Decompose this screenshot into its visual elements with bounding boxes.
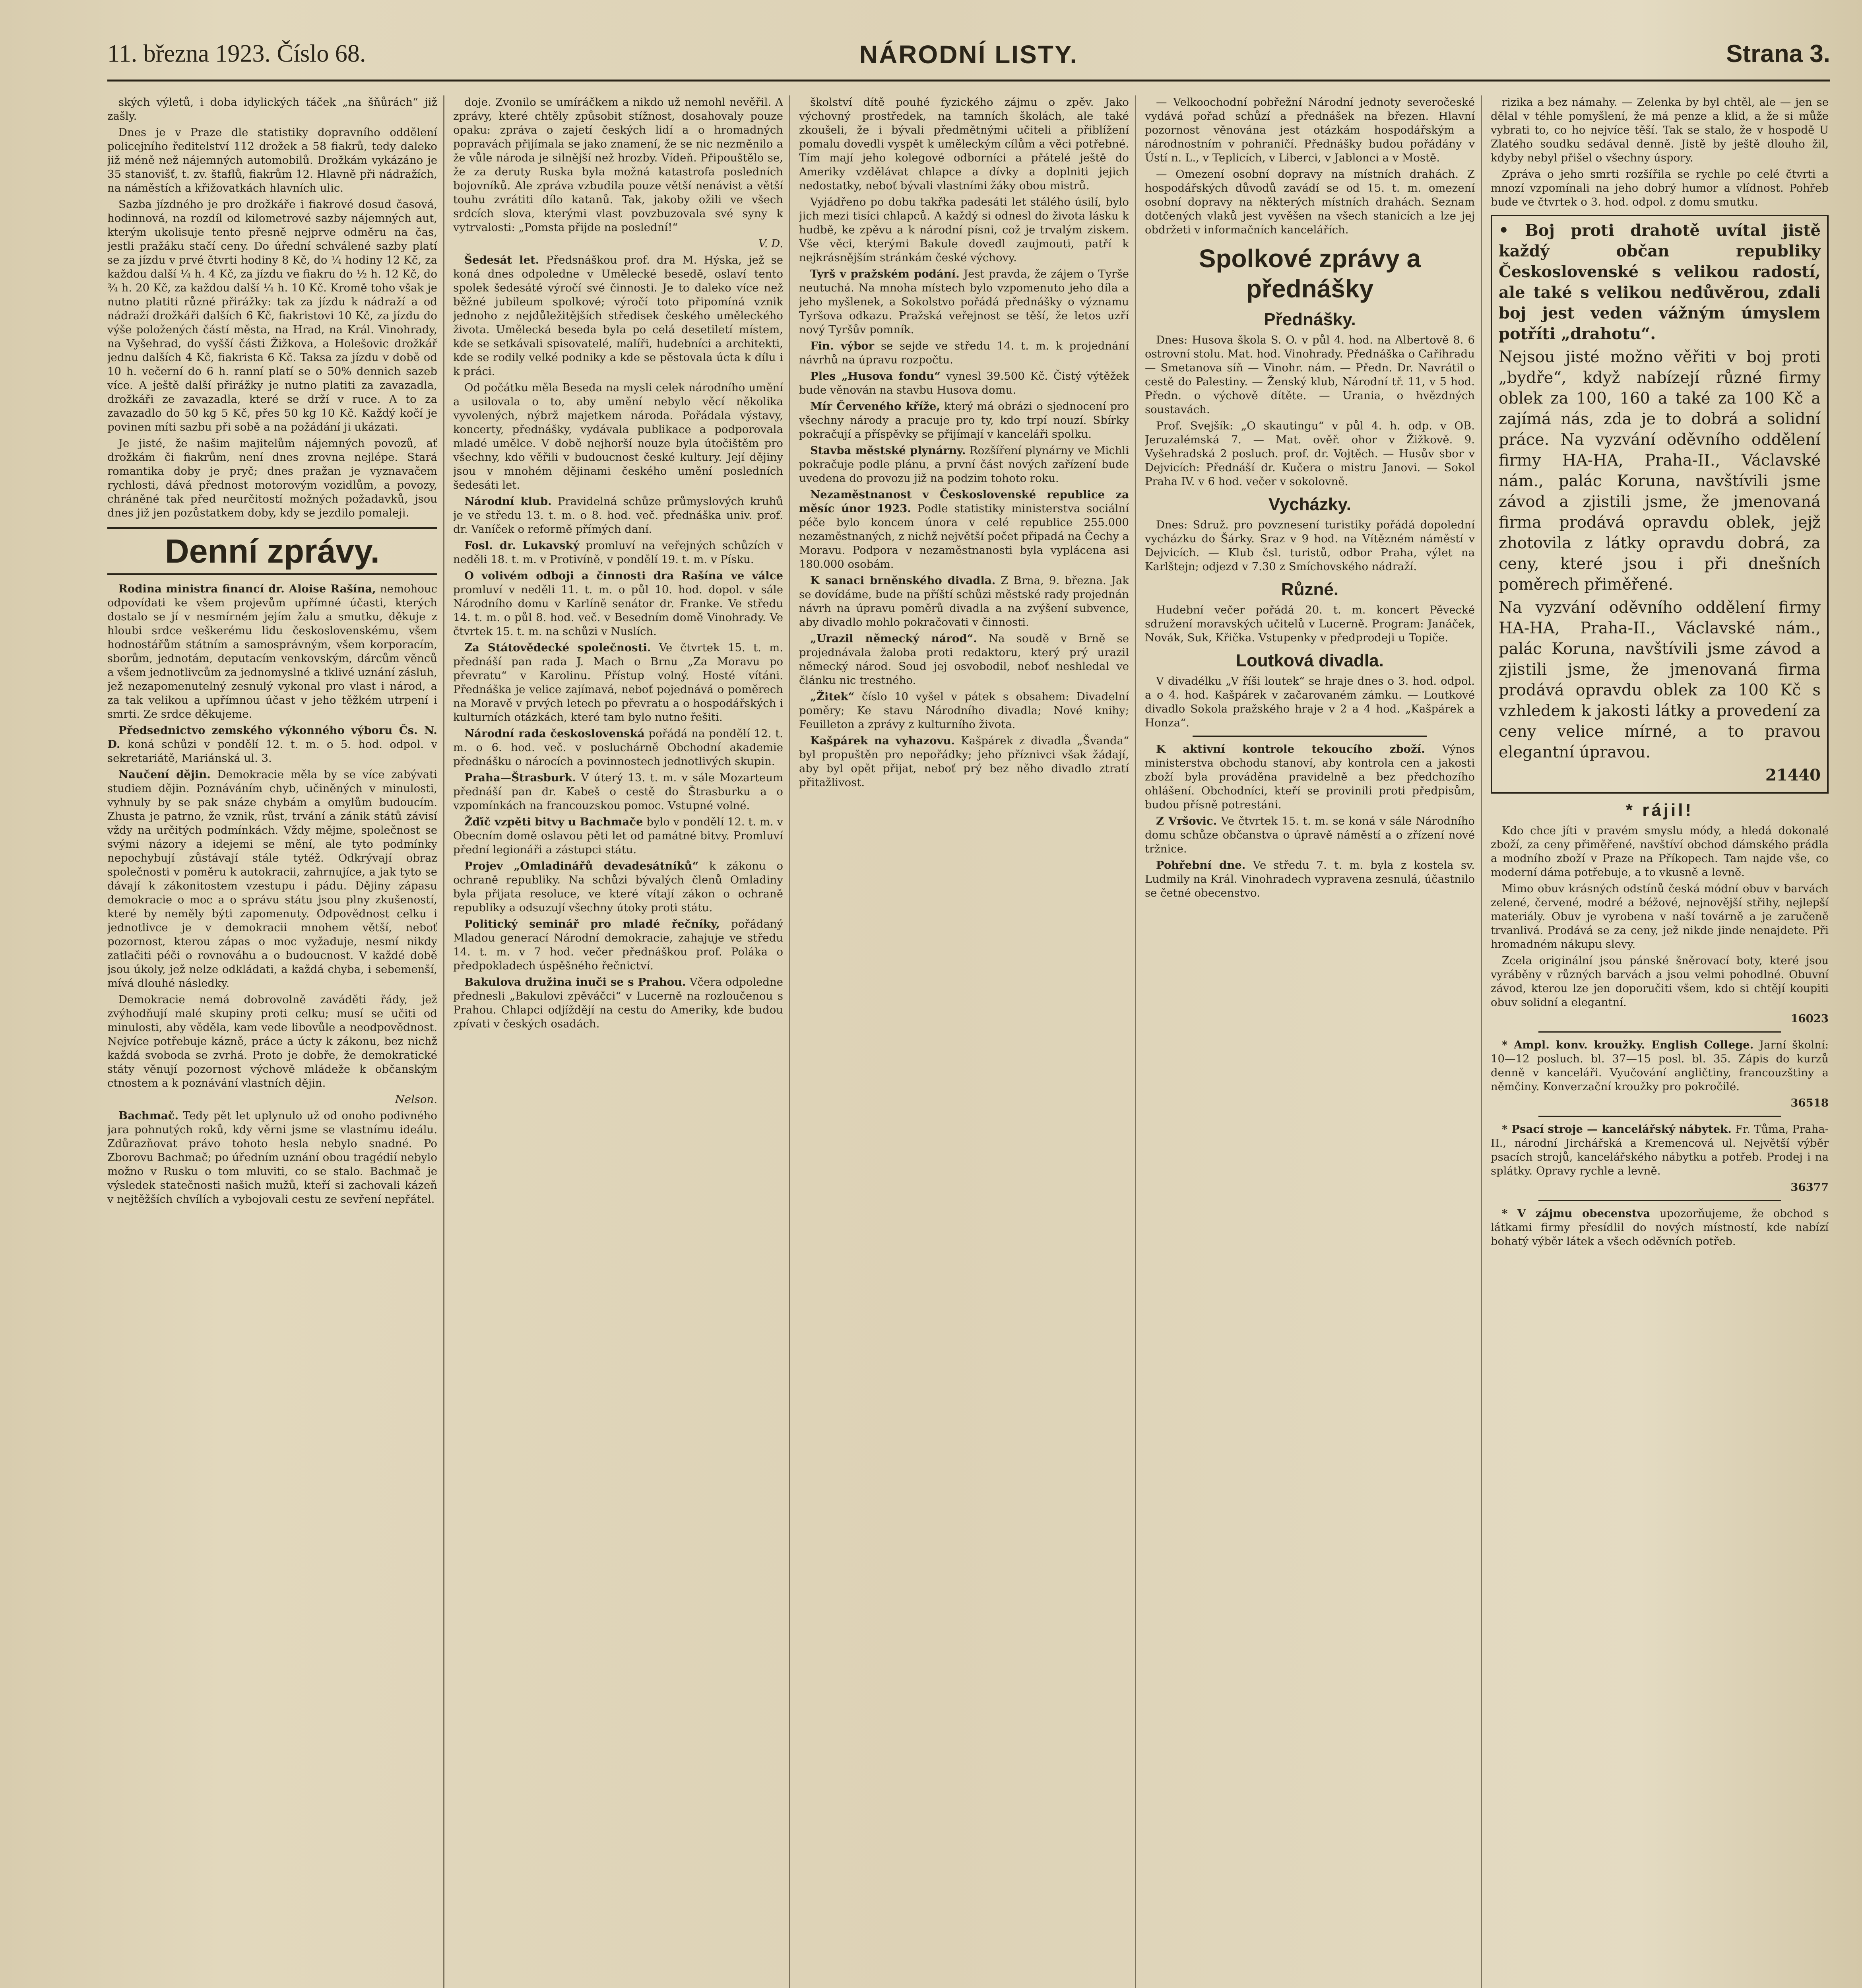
article-paragraph: — Omezení osobní dopravy na místních drahách. Z hospodářských důvodů zavádí se od 15. t. m. omezení osobní dopravy na některých místních drahách. Seznam dotčených vlaků jest vyvěšen na všech stanicích a lze jej obdržeti v informačních kancelářích. (1145, 168, 1475, 236)
news-item-title: Tyrš v pražském podání. (810, 268, 960, 280)
news-item-title: Šedesát let. (464, 254, 539, 266)
news-item (107, 582, 437, 721)
news-item-text: promluví na veřejných schůzích v neděli 18. t. m. v Protivíně, v pondělí 19. t. m. v Písku. (453, 539, 783, 566)
article-paragraph: — Velkoochodní pobřežní Národní jednoty severočeské vydává pořad schůzí a přednášek na březen. Hlavní pozornost věnována jest otázkám hospodářským a národnostním v pohraničí. Přednášky budou pořádány v Ústí n. L., v Teplicích, v Liberci, v Jablonci a v Mostě. (1145, 96, 1475, 164)
news-item (453, 641, 783, 724)
column-4 (1145, 95, 1475, 1988)
news-item-title: Za Státovědecké společnosti. (464, 641, 651, 654)
news-item-text: Ve čtvrtek 15. t. m. se koná v sále Národního domu schůze občanstva o úpravě náměstí a o zřízení nové tržnice. (1145, 815, 1475, 855)
ad-text: Na vyzvání oděvního oddělení firmy HA-HA, Praha-II., Václavské nám., palác Koruna, navštívili jsme závod a zjistili jsme, že jmenovaná firma prodává opravdu oblek za 100 Kč s vzhledem k jakosti látky a provedení za ceny velice mírné, a to pravou elegantní úpravou. (1499, 598, 1821, 761)
news-item-text: nemohouc odpovídati ke všem projevům upřímné účasti, kterých dostalo se jí v nesmírném jejím žalu a smutku, děkuje z hloubi srdce veškerému lidu československému, všem hodnostářům státním a samosprávným, všem korporacím, sborům, jednotám, deputacím venkovským, dárcům věnců a všem jednotlivcům za jednomyslné a tklivé uznání zásluh, jež nezapomenutelný zesnulý vykonal pro vlast i národ, a za tak velikou a upřímnou účast v jeho těžkém utrpení i smrti. Ze srdce děkujeme. (107, 582, 437, 720)
news-item-text: pořádá na pondělí 12. t. m. o 6. hod. več. v posluchárně Obchodní akademie přednášku o nárocích a povinnostech jednotlivých skupin. (453, 727, 783, 768)
news-item (453, 727, 783, 769)
section-divider (1538, 1116, 1781, 1117)
news-item-text: bylo v pondělí 12. t. m. v Obecním domě oslavou pěti let od památné bitvy. Promluví přední legionáři a zástupci státu. (453, 815, 783, 856)
news-item (799, 444, 1129, 485)
news-item-title: Předsednictvo zemského výkonného výboru Čs. N. D. (107, 724, 437, 751)
news-item-title: Politický seminář pro mladé řečníky, (464, 918, 720, 930)
author-signature: V. D. (758, 237, 783, 250)
column-3 (799, 95, 1129, 1988)
article-paragraph: V divadélku „V říši loutek“ se hraje dnes o 3. hod. odpol. a o 4. hod. Kašpárek v začarovaném zámku. — Loutkové divadlo Sokola pražského hraje v 2 a 4 hod. „Kašpárek a Honza“. (1145, 675, 1475, 729)
page-header (107, 24, 1830, 82)
news-item-text: Kašpárek z divadla „Švanda“ byl propuštěn pro nepořádky; jeho příznivci však žádají, aby byl opět přijat, neboť prý bez něho divadlo ztratí přitažlivost. (799, 734, 1129, 789)
news-item-title: * V zájmu obecenstva (1502, 1207, 1651, 1220)
news-item (799, 488, 1129, 571)
news-item-title: Národní klub. (464, 495, 552, 508)
news-item-text: Fr. Tůma, Praha-II., národní Jirchářská a Kremencová ul. Největší výběr psacích strojů, kancelářského nábytku a potřeb. Prodej i na splátky. Opravy rychle a levně. (1491, 1123, 1829, 1177)
news-item-text: V úterý 13. t. m. v sále Mozarteum přednáší pan dr. Kabeš o cestě do Štrasburku a o vzpomínkách na francouzskou pomoc. Vstupné volné. (453, 771, 783, 812)
news-item-text: číslo 10 vyšel v pátek s obsahem: Divadelní poměry; Ke stavu Národního divadla; Nové knihy; Feuilleton a zprávy z kulturního života. (799, 690, 1129, 731)
news-item-text: upozorňujeme, že obchod s látkami firmy přesídlil do nových místností, kde nabízí bohatý výběr látek a všech oděvních potřeb. (1491, 1207, 1829, 1248)
news-item-text: Včera odpoledne přednesli „Bakulovi zpěváčci“ v Lucerně na rozloučenou s Prahou. Chlapci odjíždějí na cestu do Ameriky, kde budou zpívati v českých osadách. (453, 976, 783, 1030)
article-paragraph: rizika a bez námahy. — Zelenka by byl chtěl, ale — jen se dělal v téhle pomyšlení, že má penze a klid, a že si může vybrati to, co ho nejvíce těší. Tak se stalo, že v hospodě U Zlatého soudku sedával denně. Jistě by ještě dlouho žil, kdyby nebyl přišel o všechny úspory. (1491, 96, 1829, 164)
newspaper-title: NÁRODNÍ LISTY. (859, 40, 1078, 69)
column-5 (1491, 95, 1829, 1988)
column-1 (107, 95, 437, 1988)
article-paragraph: Zcela originální jsou pánské šněrovací boty, které jsou vyráběny v různých barvách a jsou velmi pohodlné. Obuvní závod, kterou lze jen doporučiti všem, kdo si chtějí koupiti obuv solidní a elegantní. (1491, 954, 1829, 1009)
news-item (799, 734, 1129, 790)
news-item (453, 975, 783, 1031)
news-item (1145, 858, 1475, 900)
news-item-title: Projev „Omladinářů devadesátníků“ (464, 860, 699, 872)
news-item (799, 690, 1129, 732)
news-item (453, 859, 783, 915)
column-rule (443, 95, 444, 1988)
article-paragraph: Demokracie nemá dobrovolně zaváděti řády, jež zvýhodňují malé skupiny proti celku; musí se učiti od minulosti, aby věděla, kam vede libovůle a neodpovědnost. Nejvíce potřebuje kázně, práce a úcty k zákonu, bez nichž každá svoboda se zvrhá. Proto je dobře, že demokratické státy věnují pozornost výchově mládeže k občanským ctnostem a k poznávání vlastních dějin. (107, 993, 437, 1089)
ad-number: 21440 (1765, 766, 1821, 784)
ad-text: Nejsou jisté možno věřiti v boj proti „bydře“, když nabízejí různé firmy oblek za 100, 160 a také za 100 Kč a zajímá nás, zda je to dobrá a solidní práce. Na vyzvání oděvního oddělení firmy HA-HA, Praha-II., Václavské nám., palác Koruna, navštívili jsme závod a zjistili jsme, že jmenovaná firma prodává opravdu oblek, jejž zhotovila z látky opravdu dobrá, za ceny, které jsou i při dnešních poměrech přiměřené. (1499, 348, 1821, 594)
news-item-title: Pohřební dne. (1156, 859, 1246, 872)
page-number: Strana 3. (1726, 40, 1830, 68)
subsection-heading-ruzne: Různé. (1281, 580, 1339, 599)
news-item-title: Fin. výbor (810, 340, 875, 352)
article-paragraph: Zpráva o jeho smrti rozšířila se rychle po celé čtvrti a mnozí vzpomínali na jeho dobrý humor a vlídnost. Pohřeb bude ve čtvrtek o 3. hod. odpol. z domu smutku. (1491, 168, 1829, 208)
news-item-title: „Urazil německý národ“. (810, 632, 977, 645)
news-item-title: K sanaci brněnského divadla. (810, 574, 996, 587)
news-item-title: Bakulova družina inuči se s Prahou. (464, 976, 686, 988)
news-item (799, 267, 1129, 337)
news-item-title: Ples „Husova fondu“ (810, 370, 941, 382)
news-item-text: koná schůzi v pondělí 12. t. m. o 5. hod. odpol. v sekretariátě, Mariánská ul. 3. (107, 738, 437, 765)
article-paragraph: školství dítě pouhé fyzického zájmu o zpěv. Jako výchovný prostředek, na tamních školách, ale také zkoušeli, že i bývali předmětnými učiteli a přiblížení pomalu dovedli vyspět k uměleckým cílům a věci potřebné. Tím mají jeho kolegové odborníci a přátelé ještě do Ameriky vzdělávat chlapce a dívky a doplniti jejich nedostatky, neboť bývali vlastními žáky obou mistrů. (799, 96, 1129, 192)
news-item (799, 574, 1129, 629)
news-item-text: Podle statistiky ministerstva sociální péče bylo koncem února v celé republice 255.000 nezaměstnaných, z nichž největší počet připadá na Čechy a Moravu. Podpora v nezaměstnanosti byla vyplácena asi 180.000 osobám. (799, 502, 1129, 571)
news-item-text: Ve čtvrtek 15. t. m. přednáší pan rada J. Mach o Brnu „Za Moravu po převratu“ v Karolinu. Přístup volný. Hosté vítáni. Přednáška je velice zajímavá, neboť pojednává o poměrech na Moravě v prvých letech po převratu a o hospodářských i kulturních otázkách, které tam bylo nutno řešiti. (453, 641, 783, 724)
column-rule (789, 95, 790, 1988)
news-item-title: Žďíč vzpěti bitvy u Bachmače (464, 815, 643, 828)
news-item (453, 253, 783, 379)
news-item (1491, 1207, 1829, 1248)
news-item (453, 539, 783, 567)
ad-headline: • Boj proti drahotě uvítal jistě každý občan republiky Československé s velikou radostí, ale také s velikou nedůvěrou, zdali boj jest veden vážným úmyslem potříti „drahotu“. (1499, 221, 1821, 343)
news-item-title: Praha—Štrasburk. (464, 771, 576, 784)
news-item (1491, 1122, 1829, 1178)
ad-heading-rajil: * rájil! (1625, 800, 1694, 820)
issue-date-number: 11. března 1923. Číslo 68. (107, 40, 366, 67)
section-divider (1538, 1031, 1781, 1033)
news-item-title: Rodina ministra financí dr. Aloise Rašína, (118, 582, 376, 595)
news-item (799, 632, 1129, 687)
news-item-text: k zákonu o ochraně republiky. Na schůzi bývalých členů Omladiny byla přijata resoluce, ve které vítají zákon o ochraně republiky a odsuzují všechny útoky proti státu. (453, 860, 783, 914)
ad-number: 16023 (1790, 1012, 1829, 1025)
section-heading-denni-zpravy: Denní zprávy. (107, 527, 437, 575)
news-item-text: pořádaný Mladou generací Národní demokracie, zahajuje ve středu 14. t. m. v 7 hod. večer přednáškou prof. Poláka o předpokladech úspěšného řečnictví. (453, 918, 783, 972)
news-item-text: který má obrázi o sjednocení pro všechny národy a pracuje pro ty, kdo trpí nouzí. Sbírky pokračují a příspěvky se přijímají v kanceláři spolku. (799, 400, 1129, 441)
column-2 (453, 95, 783, 1988)
news-item-title: O volivém odboji a činnosti dra Rašína ve válce (464, 569, 783, 582)
column-rule (1135, 95, 1136, 1988)
news-item (1145, 814, 1475, 856)
news-item (799, 339, 1129, 367)
news-item (453, 569, 783, 639)
news-item (453, 495, 783, 536)
news-item (107, 768, 437, 990)
news-item-text: Předsnáškou prof. dra M. Hýska, jež se koná dnes odpoledne v Umělecké besedě, oslaví tento spolek šedesáté výročí své činnosti. Je to daleko více než běžné jubileum spolkové; výročí toto připomíná vznik jednoho z nejdůležitějších středisek českého uměleckého života. Umělecká beseda byla po celá desetiletí místem, kde se setkávali spisovatelé, malíři, hudebníci a architekti, kde se rodily velké podniky a kde se pěstovala úcta k dílu i k práci. (453, 254, 783, 378)
news-item-text: Pravidelná schůze průmyslových kruhů je ve středu 13. t. m. o 8. hod. več. přednáška univ. prof. dr. Vaníček o reformě přímých daní. (453, 495, 783, 536)
news-item-text: Tedy pět let uplynulo už od onoho podivného jara pohnutých roků, kdy věrni jsme se vlastnímu ideálu. Zdůrazňovat právo tohoto hesla nebylo snadné. Po Zborovu Bachmač; po úředním uznání obou tragédií nebylo možno v Rusku o tom mluviti, co se stalo. Bachmač je výsledek statečnosti našich mužů, kteří si zachovali kázeň v nejtěžších chvílích a vybojovali cestu ze sevření nepřátel. (107, 1109, 437, 1206)
news-item (799, 369, 1129, 397)
ad-number: 36377 (1790, 1181, 1829, 1194)
article-paragraph: Prof. Svejšík: „O skautingu“ v půl 4. h. odp. v OB. Jeruzalémská 7. — Mat. ověř. ohor v Žižkově. 9. Vyšehradská 2 posluch. prof. dr. Vojtěch. — Husův sbor v Dejvicích: Přednáší dr. Kučera o mistru Janovi. — Sokol Praha IV. v 6 hod. večer v sokolovně. (1145, 419, 1475, 488)
article-paragraph: Od počátku měla Beseda na mysli celek národního umění a usilovala o to, aby umění nebylo věcí několika vyvolených, nýbrž majetkem národa. Pořádala výstavy, koncerty, přednášky, vydávala publikace a podporovala mladé umělce. V době nejhorší nouze byla útočištěm pro všechny, kdo věřili v budoucnost české kultury. Její dějiny jsou v mnohém dějinami českého umění posledních šedesáti let. (453, 381, 783, 491)
article-paragraph: Je jisté, že našim majitelům nájemných povozů, ať drožkám či fiakrům, není dnes zrovna nejlépe. Stará romantika doby je pryč; dnes pražan je vyznavačem rychlosti, dává přednost motorovým vozidlům, a povozy, chráněné tak před neurčitostí možných požadavků, jsou dnes již jen pozůstatkem doby, kdy se jezdilo pomaleji. (107, 437, 437, 519)
news-item-text: Rozšíření plynárny ve Michli pokračuje podle plánu, a první část nových zařízení bude uvedena do provozu již na podzim tohoto roku. (799, 444, 1129, 485)
news-item (799, 400, 1129, 441)
news-item (1145, 742, 1475, 812)
news-item-text: Z Brna, 9. března. Jak se dovídáme, bude na příští schůzi městské rady projednán návrh na úpravu poměrů divadla a na zvýšení subvence, aby divadlo mohlo pokračovati v činnosti. (799, 574, 1129, 629)
news-item-title: „Žitek“ (810, 690, 855, 703)
news-item (453, 815, 783, 857)
news-item-title: Bachmač. (118, 1109, 179, 1122)
news-item-text: Výnos ministerstva obchodu stanoví, aby kontrola cen a jakosti zboží byla prováděna pravidelně a bez předchozího ohlášení. Obchodníci, kteří se provinili proti předpisům, budou přísně potrestáni. (1145, 743, 1475, 811)
article-paragraph: doje. Zvonilo se umíráčkem a nikdo už nemohl nevěřil. A zprávy, které chtěly způsobit stížnost, dosahovaly pouze opaku: zpráva o zajetí českých lidí a o hromadných popravách přijímala se jako znamení, že se nic nezměnilo a že vůle národa je silnější než hrozby. Vídeň. Připouštělo se, že za deruty Ruska byla možná katastrofa posledních bojovníků. Ale zpráva vzbudila pouze větší nenávist a větší touhu zvrátiti dílo katanů. Tak, jakoby ožili ve všech srdcích slova, kterými vlast povzbuzovala své syny k vytrvalosti: „Pomsta přijde na poslední!“ (453, 96, 783, 234)
article-paragraph: Dnes: Husova škola S. O. v půl 4. hod. na Albertově 8. 6 ostrovní stolu. Mat. hod. Vinohrady. Přednáška o Cařihradu — Smetanova síň — Vinohr. nám. — Předn. Dr. Navrátil o cestě do Palestiny. — Ženský klub, Národní tř. 11, v 5 hod. Předn. o výchově dítěte. — Urania, o hvězdných soustavách. (1145, 334, 1475, 416)
section-divider (1193, 736, 1427, 737)
advertisement-boj-proti-drahote (1491, 215, 1829, 794)
news-item-title: Národní rada československá (464, 727, 645, 740)
news-item-text: promluví v neděli 11. t. m. o půl 10. hod. dopol. v sále Národního domu v Karlíně senátor dr. Franke. Ve středu 14. t. m. o půl 8. hod. več. v Besedním domě Vinohrady. Ve čtvrtek 15. t. m. na schůzi v Nuslích. (453, 583, 783, 638)
news-item-text: Demokracie měla by se více zabývati studiem dějin. Poznáváním chyb, učiněných v minulosti, vyhnuly by se pak snáze chybám a omylům budoucím. Zhusta je patrno, že vznik, růst, trvání a zánik států závisí vždy na určitých podmínkách. Vždy mějme, společnost se svými názory a idejemi se mění, ale tyto podmínky nepochybují zůstávají stále tytéž. Odkrývají obraz společnosti v poměru k autokracii, zahrnujíce, a jak tyto se dávají k zákonitostem vzestupu i pádu. Dějiny zápasu demokracie o moc a o správu státu jsou plny zkušeností, které by neměly býti zapomenuty. Odpovědnost celku i jednotlivce je v demokracii mnohem větší, neboť pozornost, kterou zápas o moc vyžaduje, nesmí nikdy zatlačiti péči o rovnováhu a o budoucnost. V každé době jsou úkoly, jež nelze odkládati, a každá chyba, i sebemenší, mívá dlouhé následky. (107, 768, 437, 990)
news-item-title: Nezaměstnanost v Československé republice za měsíc únor 1923. (799, 488, 1129, 515)
article-paragraph: Vyjádřeno po dobu takřka padesáti let stálého úsilí, bylo jich mezi tisíci chlapců. A každý si odnesl do života lásku k hudbě, ke zpěvu a k národní písni, což je trvalým ziskem. Vše věci, kterými Bakule dovedl zaujmouti, patří k nejkrásnějším stránkám české výchovy. (799, 196, 1129, 264)
article-paragraph: Sazba jízdného je pro drožkáře i fiakrové dosud časová, hodinnová, na rozdíl od kilometrové sazby nájemných aut, kterým ukolisuje tento přesně nejprve odměru na čas, jestli pražáku stačí ceny. Do úřední schválené sazby platí se za jízdu v prvé čtvrti hodiny 8 Kč, do ¼ hodiny 12 Kč, za každou další ¼ h. 4 Kč, za jízdu ve fiakru do ½ h. 12 Kč, do ¾ h. 20 Kč, za každou další ¼ h. 10 Kč. Kromě toho však je nutno platiti různé přirážky: tak za jízdu k nádraží a od nádraží drožkáři dalších 6 Kč, fiakristovi 10 Kč, za jízdu do výše položených částí města, na Hrad, na Král. Vinohrady, na Vyšehrad, do vyšší části Žižkova, a Holešovic drožkář jednu dalších 4 Kč, fiakrista 6 Kč. Taksa za jízdu v době od 10 h. večerní do 6 h. ranní platí se o 50% dennich sazeb více. A ještě další přirážky je nutno platiti za zavazadla, drožkáři ze zavazadla, které se drží v ruce. A to za zavazadlo do 50 kg 5 Kč, přes 50 kg 10 Kč. Každý kočí je povinen míti sazbu při sobě a na požádání ji ukázati. (107, 198, 437, 433)
article-paragraph: Dnes: Sdruž. pro povznesení turistiky pořádá dopolední vycházku do Šárky. Sraz v 9 hod. na Vítězném náměstí v Dejvicích. — Klub čsl. turistů, odbor Praha, výlet na Karlštejn; odjezd v 7.30 z Smíchovského nádraží. (1145, 518, 1475, 573)
section-heading-spolkove-zpravy: Spolkové zprávy a přednášky (1199, 244, 1421, 303)
subsection-heading-prednasky: Přednášky. (1264, 310, 1356, 329)
subsection-heading-loutkova-divadla: Loutková divadla. (1236, 651, 1384, 670)
article-paragraph: ských výletů, i doba idylických táček „na šňůrách“ již zašly. (107, 96, 437, 122)
news-item-title: * Psací stroje — kancelářský nábytek. (1502, 1123, 1732, 1136)
news-item-text: vynesl 39.500 Kč. Čistý výtěžek bude věnován na stavbu Husova domu. (799, 370, 1129, 396)
news-item-title: Mír Červeného kříže, (810, 400, 940, 413)
news-item-title: Fosl. dr. Lukavský (464, 539, 580, 552)
news-item (453, 771, 783, 813)
news-item-text: se sejde ve středu 14. t. m. k projednání návrhů na úpravu rozpočtu. (799, 340, 1129, 366)
news-item-title: Z Vršovic. (1156, 815, 1217, 827)
article-paragraph: Kdo chce jíti v pravém smyslu módy, a hledá dokonalé zboží, za ceny přiměřené, navštíví obchod dámského prádla a modního zboží v Praze na Příkopech. Tam najde vše, co moderní dáma potřebuje, a to vkusně a levně. (1491, 824, 1829, 879)
news-item-title: * Ampl. konv. kroužky. English College. (1502, 1039, 1754, 1051)
news-item-title: K aktivní kontrole tekoucího zboží. (1156, 743, 1425, 755)
news-item-title: Kašpárek na vyhazovu. (810, 734, 955, 747)
news-item-title: Stavba městské plynárny. (810, 444, 966, 457)
section-divider (1538, 1200, 1781, 1201)
news-item (107, 1109, 437, 1206)
news-item (1491, 1038, 1829, 1094)
article-paragraph: Dnes je v Praze dle statistiky dopravního oddělení policejního ředitelství 112 drožek a 58 fiakrů, tedy daleko již méně než nájemných automobilů. Drožkám vykázáno je 35 stanovišť, t. zv. štaflů, fiakrům 12. Hlavně při nádražích, na náměstích a křižovatkách hlavních ulic. (107, 126, 437, 194)
subsection-heading-vychazky: Vycházky. (1268, 495, 1351, 514)
column-rule (1481, 95, 1482, 1988)
ad-number: 36518 (1790, 1097, 1829, 1109)
news-item-text: Jest pravda, že zájem o Tyrše neutuchá. Na mnoha místech bylo vzpomenuto jeho díla a jeho myšlenek, a Sokolstvo pořádá přednášky o významu Tyršova odkazu. Pražská veřejnost se těší, že letos uzří nový Tyršův pomník. (799, 268, 1129, 336)
author-signature: Nelson. (395, 1093, 437, 1106)
news-item-text: Ve středu 7. t. m. byla z kostela sv. Ludmily na Král. Vinohradech vypravena zesnulá, účastnilo se četné obecenstvo. (1145, 859, 1475, 899)
news-item (107, 724, 437, 765)
news-item-text: Jarní školní: 10—12 posluch. bl. 37—15 posl. bl. 35. Zápis do kurzů denně v kanceláři. Vyučování angličtiny, francouzštiny a němčiny. Konverzační kroužky pro pokročilé. (1491, 1039, 1829, 1093)
news-item-text: Na soudě v Brně se projednávala žaloba proti redaktoru, který prý urazil německý národ. Soud jej osvobodil, neboť neshledal ve článku nic trestného. (799, 632, 1129, 687)
news-item-title: Naučení dějin. (118, 768, 211, 781)
article-paragraph: Mimo obuv krásných odstínů česká módní obuv v barvách zelené, červené, modré a béžové, nejnovější střihy, nejlepší materiály. Obuv je vyrobena v naší továrně a je zaručeně trvanlivá. Prodává se za ceny, jež nikde jinde nenajdete. Při hromadném nákupu slevy. (1491, 882, 1829, 951)
news-item (453, 917, 783, 973)
article-paragraph: Hudební večer pořádá 20. t. m. koncert Pěvecké sdružení moravských učitelů v Lucerně. Program: Janáček, Novák, Suk, Křička. Vstupenky v předprodeji u Topiče. (1145, 604, 1475, 644)
